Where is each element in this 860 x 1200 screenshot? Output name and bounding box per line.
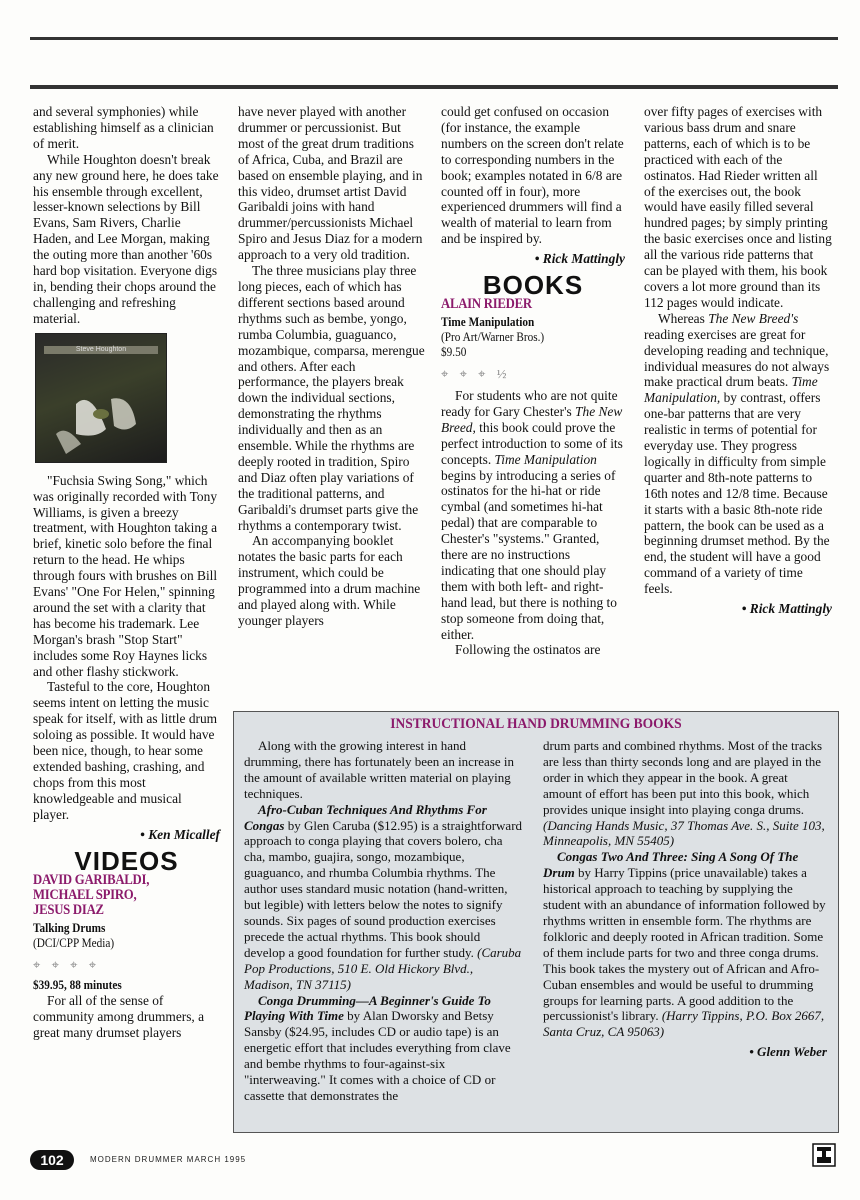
col2-paragraph: An accompanying booklet notates the basic parts for each instrument, which could be programmed into a drum machine and played along with. While younger players — [238, 533, 421, 628]
top-rule-2 — [30, 85, 838, 89]
reviewer-signature: • Rick Mattingly — [741, 601, 832, 617]
column-2 — [238, 104, 425, 629]
publisher-address: (Caruba Pop Productions, 510 E. Old Hickory Blvd., Madison, TN 37115) — [244, 944, 522, 992]
book-title: Congas Two And Three: Sing A Song Of The Drum — [543, 849, 799, 881]
reviewer-signature: • Glenn Weber — [749, 1044, 827, 1060]
sidebar-paragraph — [244, 993, 524, 1104]
col1-paragraph: and several symphonies) while establishing himself as a clinician of merit. — [33, 104, 214, 151]
section-heading-books: BOOKS — [482, 270, 584, 301]
review-title: MICHAEL SPIRO, — [33, 886, 137, 903]
col3-paragraph — [441, 388, 625, 643]
col1-paragraph: While Houghton doesn't break any new ground here, he does take his ensemble through excellent, lesser-known selections by Bill Evans, Sam Rivers, Charlie Haden, and Lee Morgan, making the outing more than another '60s hard bop visitation. Everyone digs in, bending their chops around the challenging and refreshing material. — [33, 151, 219, 326]
book-title-italic: Time Manipulation — [494, 451, 597, 467]
sidebar-title: INSTRUCTIONAL HAND DRUMMING BOOKS — [390, 716, 682, 732]
sidebar-paragraph: Along with the growing interest in hand drumming, there has fortunately been an increase in the amount of available written material on playing techniques. — [244, 738, 515, 801]
review-title: ALAIN RIEDER — [441, 296, 532, 313]
col1-paragraph: "Fuchsia Swing Song," which was originally recorded with Tony Williams, is given a breezy treatment, with Houghton taking a brief, kinetic solo before the final return to the head. He whips through fours with brushes on Bill Evans' "One For Helen," spinning around the set with a clarity that has become his trademark. Lee Morgan's brash "Stop Start" includes some Roy Haynes licks and other flashy stickwork. — [33, 472, 218, 679]
reviewer-signature: • Rick Mattingly — [534, 251, 625, 267]
album-cover-image — [35, 333, 167, 463]
review-publisher: (Pro Art/Warner Bros.) — [441, 330, 545, 345]
page-number: 102 — [30, 1150, 74, 1170]
book-title-italic: The New Breed's — [708, 310, 799, 326]
sidebar-paragraph — [244, 802, 524, 993]
col2-paragraph: The three musicians play three long pieces, each of which has different sections based around rhythms such as bembe, yongo, rumba Columbia, guaguanco, mozambique, comparsa, merengue and others. After each performance, the players break down the individual sections, demonstrating the rhythms individually and then as an ensemble. While the rhythms are deeply rooted in tradition, Spiro and Diaz often play variations of the traditional patterns, and Garibaldi's drumset parts give the rhythms a contemporary twist. — [238, 263, 425, 533]
sidebar-column-right — [543, 738, 827, 1062]
review-subtitle: Talking Drums — [33, 920, 106, 935]
review-title: JESUS DIAZ — [33, 901, 104, 918]
col3-paragraph: could get confused on occasion (for instance, the example numbers on the screen don't relate to corresponding numbers in the book; examples notated in 6/8 are counted off in four), more experienced drummers will find a wealth of material to learn from and be inspired by. — [441, 104, 624, 247]
review-subtitle: Time Manipulation — [441, 315, 535, 330]
book-title: Conga Drumming—A Beginner's Guide To Playing With Time — [244, 992, 491, 1024]
top-rule-1 — [30, 37, 838, 40]
review-publisher: (DCI/CPP Media) — [33, 935, 115, 950]
book-title: Afro-Cuban Techniques And Rhythms For Congas — [244, 801, 487, 833]
col1-paragraph: Tasteful to the core, Houghton seems intent on letting the music speak for itself, with as little drum soloing as possible. It would have been nice, though, to hear some extended bashing, crashing, and chops from this most knowledgeable and musical player. — [33, 679, 218, 822]
text-run: by contrast, offers one-bar patterns that are very realistic in terms of potential for everyday use. They progress logically in difficulty from simple quarter and 8th-note patterns to 16th notes and 12/8 time. Because it starts with a basic 8th-note ride pattern, the book can be used as a beginning drumset method. By the end, the student will have a good command of a variety of time feels. — [644, 390, 830, 597]
text-run: this book could prove the perfect introduction to some of its concepts. — [441, 419, 623, 467]
col3-paragraph: Following the ostinatos are — [455, 642, 601, 658]
reviewer-signature: • Ken Micallef — [140, 826, 220, 842]
text-run: by Alan Dworsky and Betsy Sansby ($24.95, includes CD or audio tape) is an energetic effort that includes everything from clave and bembe rhythms to four-against-six "interweaving." It comes with a choice of CD or cassette that demonstrates the — [244, 1008, 511, 1103]
text-run: begins by introducing a series of ostinatos for the hi-hat or ride cymbal (and sometimes hi-hat pedal) that are comparable to Chester's "systems." Granted, there are no instructions indicating that one should play them with both left- and right-hand lead, but there is nothing to stop someone from doing that, either. — [441, 467, 617, 642]
album-cover-art — [36, 334, 166, 462]
rating-icons: ⌖ ⌖ ⌖ ⌖ — [33, 956, 101, 972]
column-3 — [441, 104, 625, 658]
drum-logo-icon — [812, 1143, 836, 1167]
text-run: drum parts and combined rhythms. Most of the tracks are less than thirty seconds long and are played in the order in which they appear in the book. A great amount of effort has been put into this book, which provides unique insight into playing conga drums. — [543, 738, 823, 817]
book-title-italic: Time Manipulation, — [644, 374, 818, 406]
magazine-name: MODERN DRUMMER MARCH 1995 — [90, 1155, 247, 1164]
col2-paragraph: have never played with another drummer or percussionist. But most of the great drum traditions of Africa, Cuba, and Brazil are based on ensemble playing, and in this video, drumset artist David Garibaldi joins with hand drummer/percussionists Michael Spiro and Jesus Diaz for a modern approach to a very old tradition. — [238, 104, 423, 263]
sidebar-column-left — [244, 738, 524, 1104]
text-run: For students who are not quite ready for Gary Chester's — [441, 387, 618, 419]
book-title-italic: The New Breed, — [441, 403, 623, 435]
sidebar-paragraph — [543, 849, 827, 1040]
review-price: $39.95, 88 minutes — [33, 978, 122, 993]
col4-paragraph: over fifty pages of exercises with various bass drum and snare patterns, each of which is to be practiced with each of the ostinatos. Had Rieder written all of the exercises out, the book would have easily filled several hundred pages; by simply printing the basic exercises once and listing all the various ride patterns that can be played with them, his book covers a lot more ground than its 112 pages would indicate. — [644, 104, 832, 310]
publisher-address: (Harry Tippins, P.O. Box 2667, Santa Cruz, CA 95063) — [543, 1008, 825, 1040]
review-title: DAVID GARIBALDI, — [33, 871, 150, 888]
column-1 — [33, 104, 220, 1041]
text-run: by Harry Tippins (price unavailable) takes a historical approach to teaching by supplying the student with an abundance of information followed by rhythms written in ensemble form. The rhythms are folkloric and deeply rooted in African tradition. Some of them include parts for two and three conga drums. This book takes the mystery out of African and Afro-Cuban ensembles and would be useful to drumming groups for learning parts. A good addition to the percussionist's library. — [543, 865, 826, 1024]
column-4 — [644, 104, 832, 619]
sidebar-paragraph — [543, 738, 827, 849]
section-heading-videos: VIDEOS — [74, 845, 179, 876]
hand-drumming-sidebar — [233, 711, 839, 1133]
album-cover-title: Steve Houghton — [44, 346, 158, 354]
rating-icons: ⌖ ⌖ ⌖ ½ — [441, 366, 511, 382]
text-run: by Glen Caruba ($12.95) is a straightforward approach to conga playing that covers bolero, cha cha, mambo, guajira, songo, mozambique, guaguanco, and rhumba Columbia rhythms. The author uses standard music notation (hand-written, but legible) with letters below the notes to signify sounds. Six pages of sound production exercises precede the actual rhythms. This book should develop a good foundation for further study. — [244, 817, 523, 960]
review-price: $9.50 — [441, 345, 467, 360]
text-run: reading exercises are great for developing reading and technique, individual measures do not always make practical drum beats. — [644, 326, 830, 390]
publisher-address: (Dancing Hands Music, 37 Thomas Ave. S., Suite 103, Minneapolis, MN 55405) — [543, 817, 825, 849]
col4-paragraph — [644, 311, 832, 597]
col1-paragraph: For all of the sense of community among drummers, a great many drumset players — [33, 993, 205, 1041]
text-run: Whereas — [658, 310, 709, 326]
